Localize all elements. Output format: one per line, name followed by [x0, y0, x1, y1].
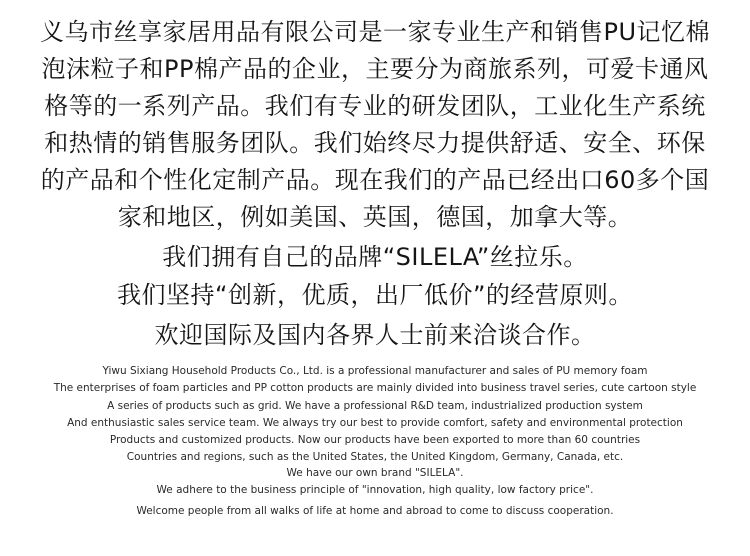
chinese-brand-paragraph [0, 238, 750, 314]
english-brand-line-2: We adhere to the business principle of "innovation, high quality, low factory price". [156, 484, 594, 497]
chinese-brand-line-1: 我们拥有自己的品牌“SILELA”丝拉乐。 [162, 243, 588, 271]
chinese-intro-line-5: 的产品和个性化定制产品。现在我们的产品已经出口60多个国 [40, 166, 710, 194]
chinese-welcome-line: 欢迎国际及国内各界人士前来洽谈合作。 [154, 321, 596, 349]
english-intro-line-2: The enterprises of foam particles and PP cotton products are mainly divided into business travel series, cute cartoon style [53, 382, 697, 395]
english-brand-line-1: We have our own brand "SILELA". [286, 467, 464, 479]
english-intro-line-1: Yiwu Sixiang Household Products Co., Ltd. is a professional manufacturer and sales of PU memory foam [102, 365, 648, 377]
chinese-intro-line-1: 义乌市丝享家居用品有限公司是一家专业生产和销售PU记忆棉 [39, 18, 711, 46]
english-brand-paragraph [0, 465, 750, 500]
chinese-intro-line-3: 格等的一系列产品。我们有专业的研发团队，工业化生产系统 [44, 92, 706, 120]
english-welcome-line: Welcome people from all walks of life at home and abroad to come to discuss cooperation. [136, 505, 614, 517]
chinese-intro-line-6: 家和地区，例如美国、英国，德国，加拿大等。 [117, 203, 633, 231]
english-intro-line-5: Products and customized products. Now our products have been exported to more than 60 countries [109, 434, 641, 447]
chinese-welcome-paragraph [0, 317, 750, 354]
english-intro-line-3: A series of products such as grid. We have a professional R&D team, industrialized production system [107, 399, 643, 412]
chinese-intro-line-4: 和热情的销售服务团队。我们始终尽力提供舒适、安全、环保 [44, 129, 706, 157]
chinese-brand-line-2: 我们坚持“创新，优质，出厂低价”的经营原则。 [117, 281, 633, 309]
english-welcome-paragraph [0, 503, 750, 520]
english-intro-paragraph [0, 363, 750, 467]
english-intro-line-6: Countries and regions, such as the United States, the United Kingdom, Germany, Canada, etc. [126, 451, 624, 464]
english-intro-line-4: And enthusiastic sales service team. We always try our best to provide comfort, safety and environmental protection [67, 416, 683, 429]
chinese-intro-line-2: 泡沫粒子和PP棉产品的企业，主要分为商旅系列，可爱卡通风 [41, 55, 709, 83]
chinese-intro-paragraph [0, 14, 750, 236]
